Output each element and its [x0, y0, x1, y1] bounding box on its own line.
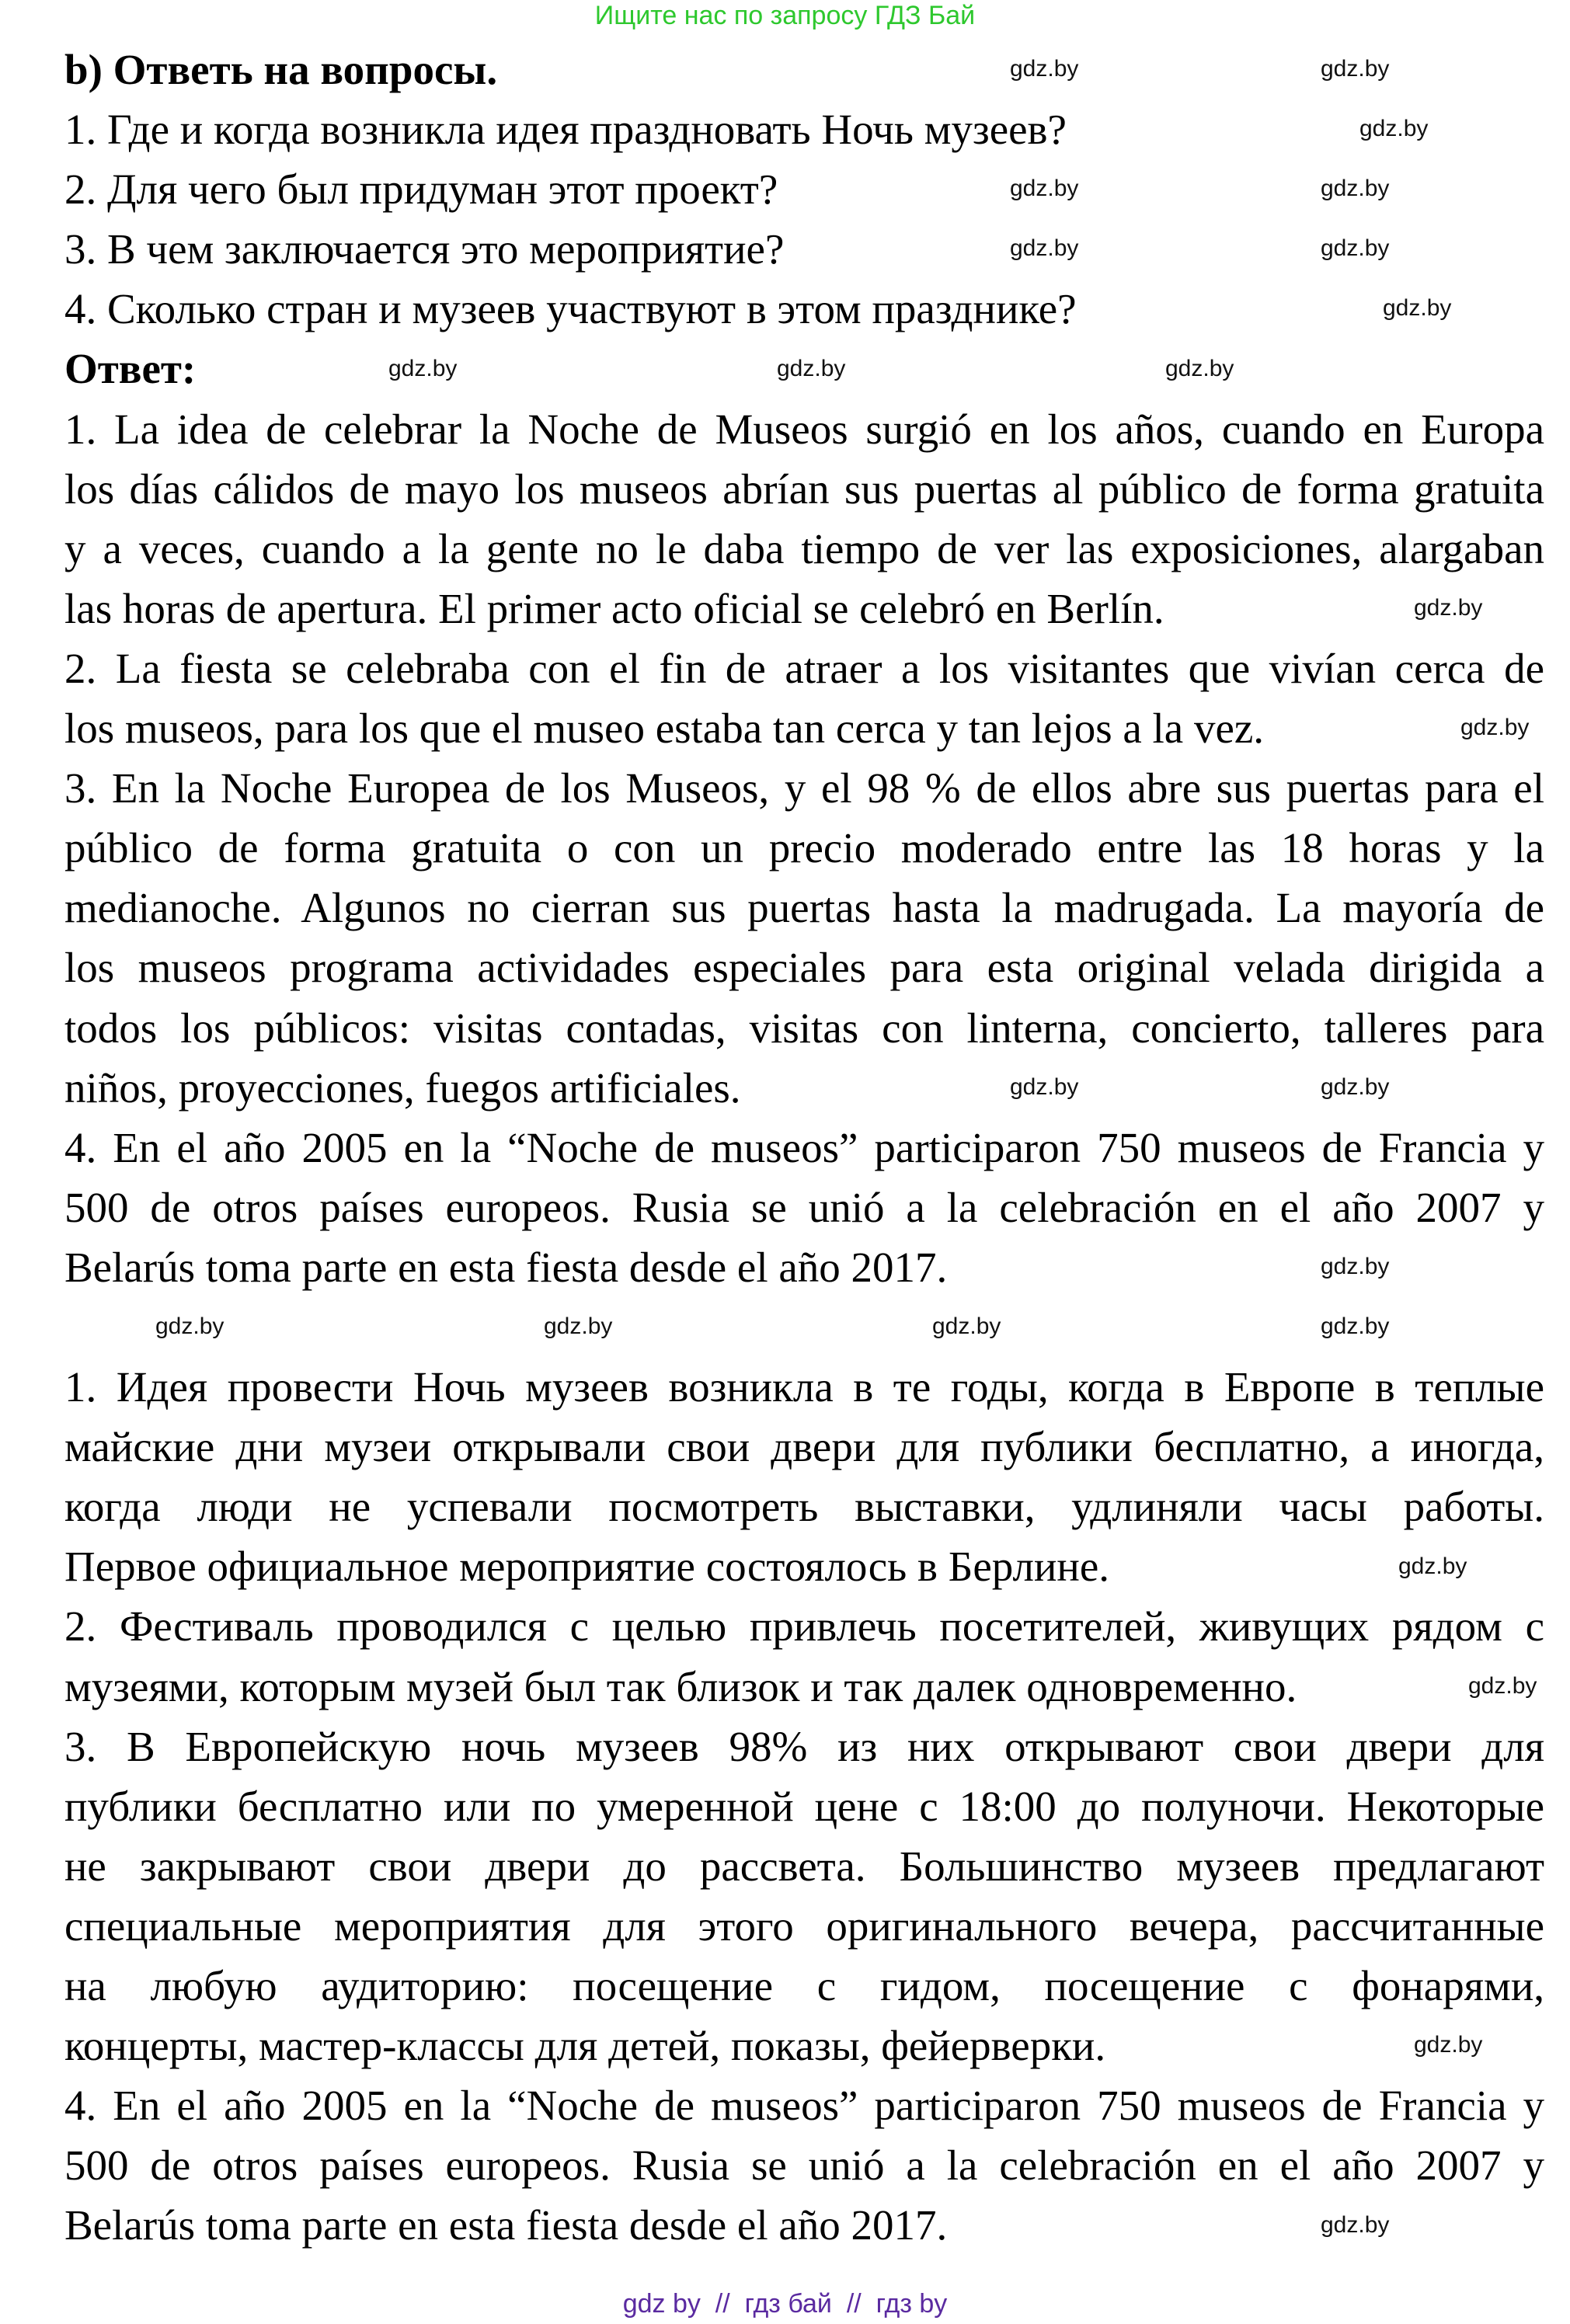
gdz-watermark: gdz.by: [388, 355, 458, 381]
answer-paragraph-3: [64, 1717, 1544, 2076]
gdz-watermark: gdz.by: [932, 1313, 1001, 1340]
question-4: 4. Сколько стран и музеев участвуют в этом празднике?: [64, 285, 1077, 333]
section-heading: b) Ответь на вопросы.: [64, 46, 498, 93]
russian-answers: [64, 1357, 1544, 2255]
gdz-watermark: gdz.by: [1010, 1073, 1079, 1100]
gdz-watermark: gdz.by: [1010, 56, 1079, 82]
paragraph-line: los museos programa actividades especiales para esta original velada dirigida a: [64, 944, 1544, 992]
gdz-watermark: gdz.by: [1359, 116, 1429, 142]
paragraph-line: 4. En el año 2005 en la “Noche de museos” participaron 750 museos de Francia y: [64, 1123, 1544, 1171]
gdz-watermark: gdz.by: [1460, 715, 1530, 741]
spanish-answers: [64, 399, 1544, 1297]
paragraph-line: когда люди не успевали посмотреть выставки, удлиняли часы работы.: [64, 1483, 1544, 1531]
paragraph-line: концерты, мастер-классы для детей, показы, фейерверки.: [64, 2022, 1106, 2070]
paragraph-line: 4. En el año 2005 en la “Noche de museos” participaron 750 museos de Francia y: [64, 2082, 1544, 2130]
answer-label: Ответ:: [64, 345, 197, 393]
paragraph-line: 1. Идея провести Ночь музеев возникла в те годы, когда в Европе в теплые: [64, 1363, 1544, 1411]
paragraph-line: на любую аудиторию: посещение с гидом, посещение с фонарями,: [64, 1962, 1544, 2009]
question-1: 1. Где и когда возникла идея праздновать Ночь музеев?: [64, 106, 1067, 154]
paragraph-line: 3. В Европейскую ночь музеев 98% из них открывают свои двери для: [64, 1722, 1544, 1770]
gdz-watermark: gdz.by: [1321, 56, 1390, 82]
gdz-watermark: gdz.by: [1165, 355, 1234, 381]
paragraph-line: 2. Фестиваль проводился с целью привлечь посетителей, живущих рядом с: [64, 1602, 1544, 1651]
paragraph-line: не закрывают свои двери до рассвета. Большинство музеев предлагают: [64, 1842, 1544, 1890]
paragraph-line: майские дни музеи открывали свои двери для публики бесплатно, а иногда,: [64, 1423, 1544, 1471]
paragraph-line: público de forma gratuita o con un precio moderado entre las 18 horas y la: [64, 824, 1544, 872]
answer-paragraph-3: [64, 758, 1544, 1118]
header-watermark: Ищите нас по запросу ГДЗ Бай: [594, 1, 976, 30]
paragraph-line: los museos, para los que el museo estaba tan cerca y tan lejos a la vez.: [64, 705, 1265, 753]
paragraph-line: los días cálidos de mayo los museos abrían sus puertas al público de forma gratuita: [64, 464, 1544, 513]
gdz-watermark: gdz.by: [1414, 594, 1483, 621]
paragraph-line: 500 de otros países europeos. Rusia se unió a la celebración en el año 2007 y: [64, 2141, 1544, 2190]
paragraph-line: Belarús toma parte en esta fiesta desde el año 2017.: [64, 1243, 948, 1291]
paragraph-line: todos los públicos: visitas contadas, visitas con linterna, concierto, talleres para: [64, 1004, 1544, 1052]
gdz-watermark: gdz.by: [1321, 1313, 1390, 1340]
answer-paragraph-1: [64, 399, 1544, 638]
gdz-watermark: gdz.by: [1321, 235, 1390, 262]
gdz-watermark: gdz.by: [1321, 176, 1390, 202]
paragraph-line: 500 de otros países europeos. Rusia se unió a la celebración en el año 2007 y: [64, 1183, 1544, 1231]
paragraph-line: y a veces, cuando a la gente no le daba tiempo de ver las exposiciones, alargaban: [64, 524, 1544, 572]
paragraph-line: публики бесплатно или по умеренной цене с 18:00 до полуночи. Некоторые: [64, 1782, 1544, 1830]
gdz-watermark: gdz.by: [777, 355, 846, 381]
paragraph-line: medianoche. Algunos no cierran sus puertas hasta la madrugada. La mayoría de: [64, 884, 1544, 932]
paragraph-line: музеями, которым музей был так близок и так далек одновременно.: [64, 1662, 1297, 1710]
gdz-watermark: gdz.by: [1468, 1672, 1537, 1699]
gdz-watermark: gdz.by: [1414, 2032, 1483, 2058]
paragraph-line: las horas de apertura. El primer acto oficial se celebró en Berlín.: [64, 584, 1164, 632]
paragraph-line: специальные мероприятия для этого оригинального вечера, рассчитанные: [64, 1901, 1544, 1950]
gdz-watermark: gdz.by: [1010, 235, 1079, 262]
question-2: 2. Для чего был придуман этот проект?: [64, 165, 778, 214]
paragraph-line: 1. La idea de celebrar la Noche de Museos surgió en los años, cuando en Europa: [64, 405, 1544, 453]
paragraph-line: niños, proyecciones, fuegos artificiales.: [64, 1063, 741, 1112]
gdz-watermark: gdz.by: [1010, 176, 1079, 202]
question-3: 3. В чем заключается это мероприятие?: [64, 225, 785, 273]
answer-paragraph-1: [64, 1357, 1544, 1596]
footer-watermark: gdz by // гдз бай // гдз by: [622, 2289, 948, 2319]
gdz-watermark: gdz.by: [1321, 1073, 1390, 1100]
paragraph-line: Belarús toma parte en esta fiesta desde el año 2017.: [64, 2201, 948, 2249]
gdz-watermark: gdz.by: [155, 1313, 225, 1340]
gdz-watermark: gdz.by: [1321, 2211, 1390, 2238]
paragraph-line: Первое официальное мероприятие состоялось в Берлине.: [64, 1543, 1109, 1591]
gdz-watermark: gdz.by: [1321, 1254, 1390, 1279]
gdz-watermark: gdz.by: [1383, 295, 1452, 322]
gdz-watermark: gdz.by: [1398, 1553, 1467, 1579]
answer-paragraph-2: [64, 638, 1544, 758]
paragraph-line: 2. La fiesta se celebraba con el fin de atraer a los visitantes que vivían cerca de: [64, 644, 1544, 692]
answer-paragraph-2: [64, 1596, 1544, 1716]
paragraph-line: 3. En la Noche Europea de los Museos, y el 98 % de ellos abre sus puertas para el: [64, 764, 1544, 812]
gdz-watermark: gdz.by: [544, 1313, 613, 1340]
